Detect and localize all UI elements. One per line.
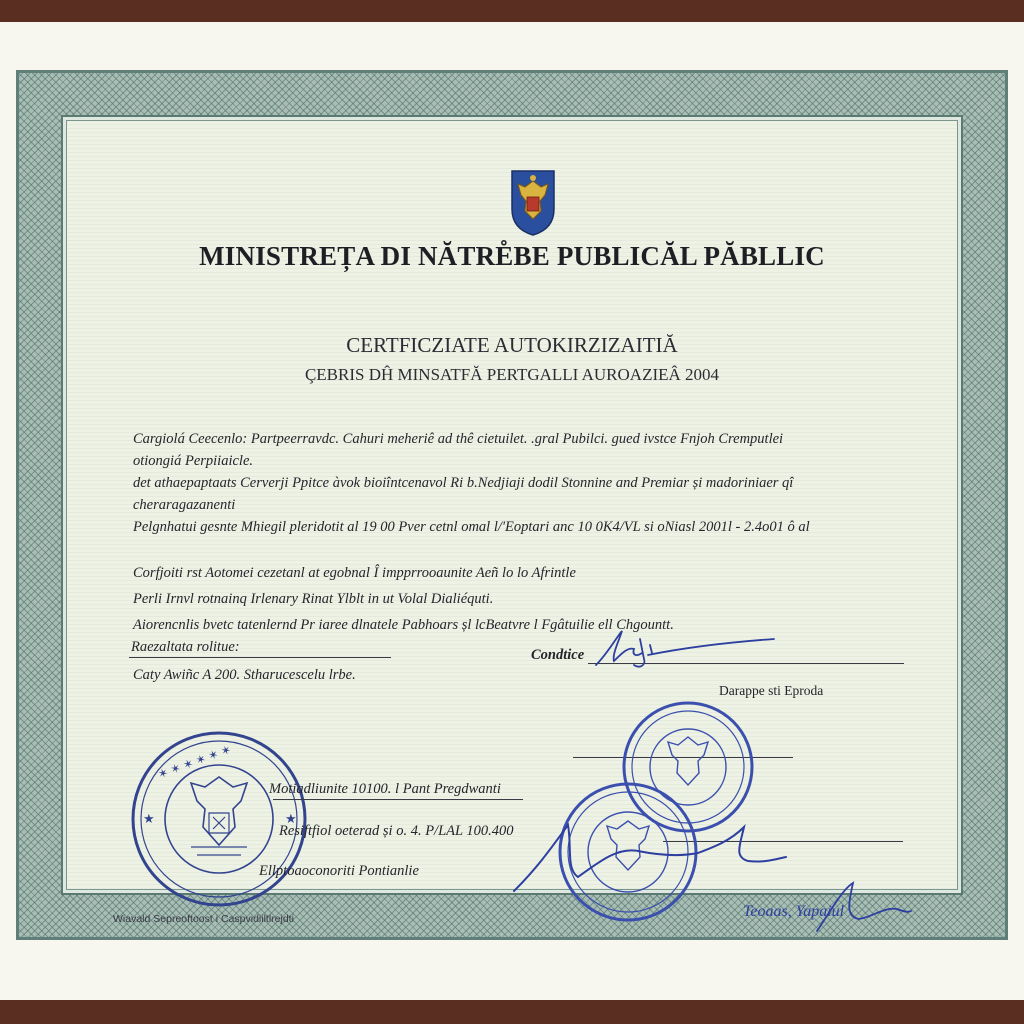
coat-of-arms-icon	[508, 167, 558, 237]
svg-text:✶ ✶ ✶ ✶ ✶ ✶: ✶ ✶ ✶ ✶ ✶ ✶	[155, 742, 234, 782]
footer-right-signature-text: Teoaas, Yapaiul	[743, 903, 845, 920]
certificate-subtitle-2: ÇEBRIS DĤ MINSATFĂ PERTGALLI AUROAZIEÂ 2004	[304, 365, 720, 384]
svg-text:★: ★	[285, 811, 297, 826]
certificate-body	[61, 115, 963, 925]
signature-line	[273, 799, 523, 800]
body-line: otiongiá Perpiiaicle.	[133, 453, 254, 469]
body-line: Pelgnhatui gesnte Mhiegil pleridotit al 19 00 Pver cetnl omal l/'Eoptari anc 10 0K4/VL si oNiasl 2001l - 2.4o01 ô al	[133, 519, 810, 535]
body-line: Perli Irnvl rotnainq Irlenary Rinat Ylblt in ut Volal Dialiéquti.	[133, 591, 494, 607]
signature-main	[508, 807, 788, 897]
body-line: det athaepaptaats Cerverji Ppitce àvok bioiîntcenavol Ri b.Nedjiaji dodil Stonnine and Premiar și madoriniaer qî	[133, 475, 794, 491]
seal-text-2: Resiftfiol oeterad și o. 4. P/LAL 100.400	[279, 823, 514, 839]
right-field-label: Condtice	[531, 647, 585, 663]
body-line: Cargiolá Ceecenlo: Partpeerravdc. Cahuri meheriê ad thê cietuilet. .gral Pubilci. gued ivstce Fnjoh Cremputlei	[133, 431, 784, 447]
guilloche-border	[16, 70, 1008, 940]
body-line: cheraragazanenti	[133, 497, 236, 513]
seal-stamp-left	[127, 727, 311, 911]
signature-top-right	[588, 625, 778, 671]
certificate-subtitle: CERTFICZIATE AUTOKIRZIZAITIĂ	[346, 333, 678, 357]
body-line: Aiorencnlis bvetc tatenlernd Pr iaree dlnatele Pabhoars șl lcBeatvre l Fgâtuilie ell Chgountt.	[133, 617, 674, 633]
left-signature-line	[129, 657, 391, 658]
right-caption: Darappe sti Eproda	[719, 683, 824, 698]
seal-text-1: Motiadliunite 10100. l Pant Pregdwanti	[269, 781, 501, 797]
seal-text-3: Ellptoaoconoriti Pontianlie	[259, 863, 419, 879]
left-date-text: Caty Awiñc A 200. Stharucescelu lrbe.	[133, 667, 356, 683]
svg-text:★: ★	[143, 811, 155, 826]
body-line: Corfjoiti rst Aotomei cezetanl at egobnal Î impprrooaunite Aeñ lo lo Afrintle	[133, 565, 576, 581]
left-field-label: Raezaltata rolitue:	[131, 639, 240, 655]
footer-left-text: Wiavald Sepreoftoost i Caspvidiiltlrejdti	[113, 913, 294, 925]
page-title: MINISTREȚA DI NĂTRE̊BE PUBLICĂL PĂBLLIC	[199, 241, 825, 271]
